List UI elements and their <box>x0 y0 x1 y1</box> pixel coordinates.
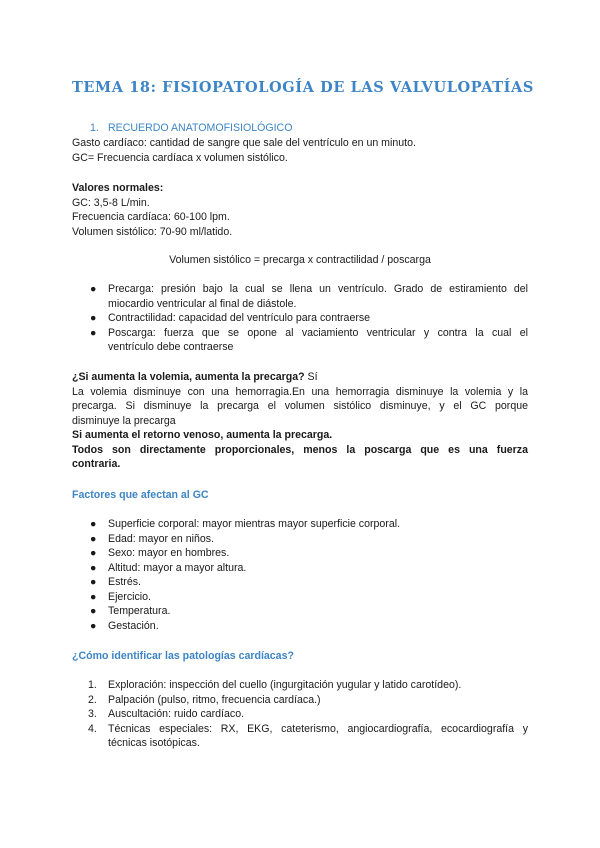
bullet-icon: ● <box>90 283 97 295</box>
section-heading-recuerdo <box>90 121 292 136</box>
section-number: 1. <box>90 122 99 134</box>
normal-value-vs: Volumen sistólico: 70-90 ml/latido. <box>72 225 233 238</box>
factor-item <box>72 575 528 590</box>
intro-line-gc-formula: GC= Frecuencia cardíaca x volumen sistólico. <box>72 151 288 164</box>
identify-text: técnicas isotópicas. <box>108 737 200 749</box>
factor-text: Ejercicio. <box>108 590 151 603</box>
bullet-icon: ● <box>90 532 97 545</box>
item-number: 2. <box>88 693 97 706</box>
identify-item <box>72 693 528 708</box>
bullet-icon: ● <box>90 326 97 339</box>
intro-line-gasto: Gasto cardíaco: cantidad de sangre que sale del ventrículo en un minuto. <box>72 137 416 149</box>
bullet-icon: ● <box>90 576 97 588</box>
definition-line: ventrículo debe contraerse <box>108 341 234 353</box>
normal-values <box>72 181 528 239</box>
item-number: 3. <box>88 708 97 720</box>
identify-item <box>72 707 528 722</box>
identify-text: Palpación (pulso, ritmo, frecuencia cardíaca.) <box>108 693 321 706</box>
volemia-answer: Sí <box>307 371 318 383</box>
section-heading-text: RECUERDO ANATOMOFISIOLÓGICO <box>108 122 293 134</box>
volemia-section <box>72 370 528 472</box>
volemia-explanation-line: precarga. Si disminuye la precarga el volumen sistólico disminuye, y el GC porque <box>72 400 528 412</box>
bullet-icon: ● <box>90 547 97 559</box>
normal-value-gc: GC: 3,5-8 L/min. <box>72 196 150 209</box>
definitions-list <box>72 282 528 355</box>
factor-text: Superficie corporal: mayor mientras mayor superficie corporal. <box>108 518 401 530</box>
volemia-question: ¿Si aumenta la volemia, aumenta la precarga? <box>72 371 305 383</box>
item-number: 1. <box>88 679 97 691</box>
volemia-explanation-line: disminuye la precarga <box>72 414 176 427</box>
bullet-icon: ● <box>90 561 97 574</box>
factor-text: Estrés. <box>108 576 141 588</box>
identify-text: Técnicas especiales: RX, EKG, cateterismo, angiocardiografía, ecocardiografía y <box>108 722 528 735</box>
factor-item <box>72 532 528 547</box>
page-title: TEMA 18: FISIOPATOLOGÍA DE LAS VALVULOPATÍAS <box>72 79 534 96</box>
volemia-explanation-line: La volemia disminuye con una hemorragia.En una hemorragia disminuye la volemia y la <box>72 385 528 398</box>
proportional-statement-line: contraria. <box>72 458 121 470</box>
definition-line: Precarga: presión bajo la cual se llena un ventrículo. Grado de estiramiento del <box>108 283 528 295</box>
item-number: 4. <box>88 722 97 735</box>
definition-precarga <box>72 282 528 311</box>
retorno-venoso-statement: Si aumenta el retorno venoso, aumenta la precarga. <box>72 429 333 441</box>
definition-line: miocardio ventricular al final de diástole. <box>108 297 297 310</box>
identify-list <box>72 678 528 751</box>
bullet-icon: ● <box>90 605 97 617</box>
factor-item <box>72 561 528 576</box>
volume-formula: Volumen sistólico = precarga x contractilidad / poscarga <box>169 254 431 266</box>
definition-line: Contractilidad: capacidad del ventrículo para contraerse <box>108 312 371 324</box>
factor-text: Gestación. <box>108 619 159 632</box>
volemia-question-line <box>72 370 528 385</box>
factor-text: Sexo: mayor en hombres. <box>108 547 230 559</box>
identify-text: Exploración: inspección del cuello (ingurgitación yugular y latido carotídeo). <box>108 679 462 691</box>
factor-text: Edad: mayor en niños. <box>108 532 214 545</box>
normal-values-heading: Valores normales: <box>72 182 164 194</box>
factors-list <box>72 517 528 633</box>
factor-item <box>72 604 528 619</box>
normal-value-fc: Frecuencia cardíaca: 60-100 lpm. <box>72 211 230 223</box>
factor-item <box>72 590 528 605</box>
factors-heading: Factores que afectan al GC <box>72 489 209 501</box>
identify-heading: ¿Cómo identificar las patologías cardíacas? <box>72 650 294 662</box>
bullet-icon: ● <box>90 518 97 530</box>
identify-text: Auscultación: ruido cardíaco. <box>108 708 245 720</box>
factor-text: Temperatura. <box>108 605 171 617</box>
bullet-icon: ● <box>90 590 97 603</box>
factor-item <box>72 546 528 561</box>
factor-text: Altitud: mayor a mayor altura. <box>108 561 247 574</box>
identify-item <box>72 678 528 693</box>
factor-item <box>72 517 528 532</box>
definition-poscarga <box>72 326 528 355</box>
factor-item <box>72 619 528 634</box>
definition-line: Poscarga: fuerza que se opone al vaciamiento ventricular y contra la cual el <box>108 326 528 339</box>
proportional-statement-line: Todos son directamente proporcionales, menos la poscarga que es una fuerza <box>72 443 528 456</box>
section-intro <box>72 136 528 165</box>
identify-item <box>72 722 528 751</box>
bullet-icon: ● <box>90 312 97 324</box>
definition-contractilidad <box>72 311 528 326</box>
bullet-icon: ● <box>90 619 97 632</box>
